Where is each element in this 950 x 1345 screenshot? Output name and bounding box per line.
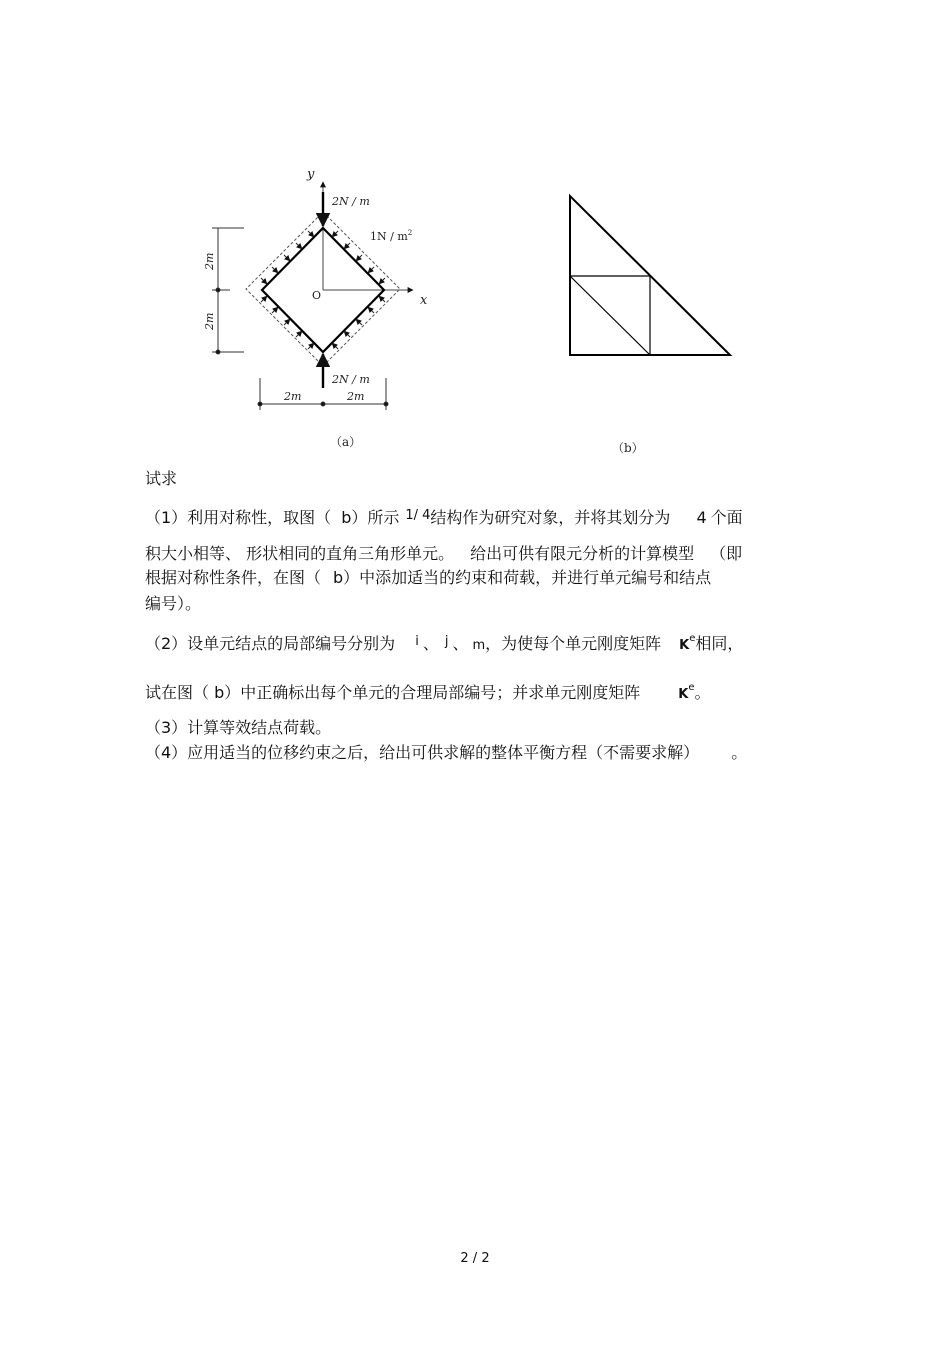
q1-text-c: 结构作为研究对象，并将其划分为 — [430, 508, 671, 527]
q1-text-a: （1）利用对称性，取图（ — [145, 508, 332, 527]
page-number: 2 / 2 — [460, 1251, 490, 1266]
q1-line2-b: 给出可供有限元分析的计算模型 — [470, 544, 695, 563]
question-4 — [145, 742, 747, 764]
q2-line2-end: 。 — [694, 683, 711, 702]
q1-line3-a: 根据对称性条件，在图（ — [145, 568, 322, 587]
q2-sep-1: 、 — [422, 634, 439, 653]
q1-fraction: 1/ 4 — [405, 508, 431, 523]
question-2-line-1 — [145, 633, 743, 658]
figure-b-caption: （b） — [612, 441, 644, 455]
pressure-label: $1N / m^2$ — [370, 229, 413, 243]
top-load-label: 2N / m — [332, 195, 370, 208]
dim-upper-label: 2m — [203, 252, 216, 270]
y-axis-label: y — [307, 167, 315, 182]
question-1-line-1 — [145, 507, 743, 531]
x-axis-label: x — [420, 293, 428, 308]
question-1-line-4: 编号）。 — [145, 594, 202, 613]
q1-line2-c: （即 — [710, 544, 743, 563]
q4-text: （4）应用适当的位移约束之后，给出可供求解的整体平衡方程（不需要求解） — [145, 743, 692, 762]
q4-end: 。 — [731, 743, 748, 762]
intro-text: 试求 — [145, 469, 178, 488]
mesh-diagonal — [570, 276, 650, 355]
question-1-line-3 — [145, 567, 711, 589]
dim-lower-label: 2m — [203, 312, 216, 330]
q2-line2-K: K — [678, 687, 689, 702]
q1-text-b: b）所示 — [341, 508, 400, 527]
figure-b-diagram — [570, 196, 730, 355]
q2-sep-2: 、 — [452, 634, 469, 653]
question-3: （3）计算等效结点荷载。 — [145, 718, 332, 737]
bottom-load-label: 2N / m — [332, 373, 370, 386]
q2-node-i: i — [415, 634, 419, 649]
origin-label: O — [312, 289, 322, 302]
q2-text-c: 相同， — [695, 634, 744, 653]
q2-node-j: j — [444, 634, 449, 649]
q2-node-m: m — [472, 638, 486, 653]
q1-number: 4 — [696, 508, 707, 527]
q2-line2-a: 试在图（ b）中正确标出每个单元的合理局部编号；并求单元刚度矩阵 — [145, 683, 641, 702]
dim-right-label: 2m — [347, 390, 365, 403]
q1-line3-b: b）中添加适当的约束和荷载，并进行单元编号和结点 — [333, 568, 712, 587]
q1-line2-a: 积大小相等、 形状相同的直角三角形单元。 — [145, 544, 455, 563]
dim-left-label: 2m — [284, 390, 302, 403]
figure-a-caption: （a） — [330, 435, 362, 449]
figure-a-diagram — [203, 167, 428, 449]
question-1-line-2 — [145, 543, 742, 565]
vertical-dimension — [212, 228, 244, 354]
q1-text-d: 个面 — [710, 508, 743, 527]
question-2-line-2 — [145, 682, 711, 707]
q2-line2-e: e — [688, 682, 695, 693]
q2-K: K — [679, 638, 690, 653]
figure-panel — [0, 0, 950, 470]
q2-e: e — [689, 633, 696, 644]
q2-text-b: ，为使每个单元刚度矩阵 — [485, 634, 662, 653]
q2-text-a: （2）设单元结点的局部编号分别为 — [145, 634, 396, 653]
